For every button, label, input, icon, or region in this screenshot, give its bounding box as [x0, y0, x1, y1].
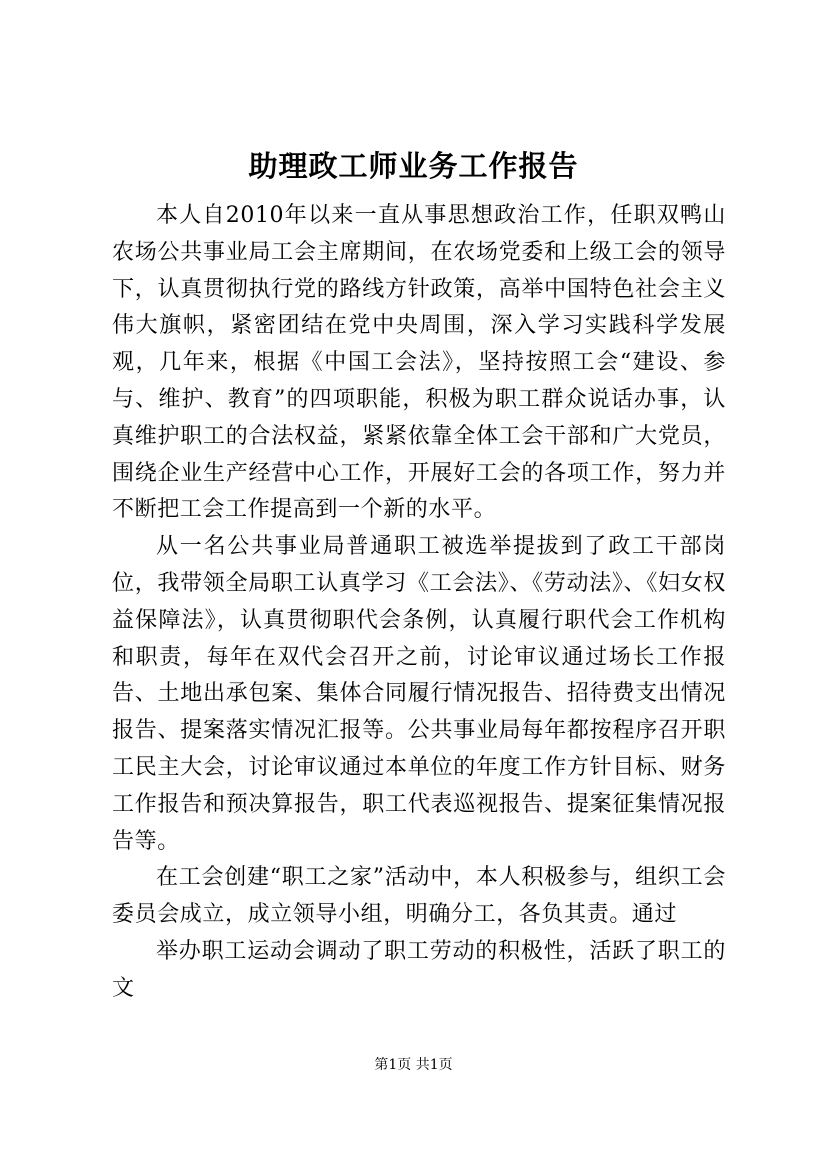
document-body — [112, 198, 726, 1008]
paragraph-1: 本人自2010年以来一直从事思想政治工作，任职双鸭山农场公共事业局工会主席期间，在农场党委和上级工会的领导下，认真贯彻执行党的路线方针政策，高举中国特色社会主义伟大旗帜，紧密团结在党中央周围，深入学习实践科学发展观，几年来，根据《中国工会法》，坚持按照工会“建设、参与、维护、教育”的四项职能，积极为职工群众说话办事，认真维护职工的合法权益，紧紧依靠全体工会干部和广大党员，围绕企业生产经营中心工作，开展好工会的各项工作，努力并不断把工会工作提高到一个新的水平。 — [112, 203, 726, 523]
document-title: 助理政工师业务工作报告 — [248, 149, 579, 183]
paragraph-4: 举办职工运动会调动了职工劳动的积极性，活跃了职工的文 — [112, 938, 726, 1001]
paragraph-3: 在工会创建“职工之家”活动中，本人积极参与，组织工会委员会成立，成立领导小组，明确分工，各负其责。通过 — [112, 865, 726, 928]
paragraph-2: 从一名公共事业局普通职工被选举提拔到了政工干部岗位，我带领全局职工认真学习《工会法》、《劳动法》、《妇女权益保障法》，认真贯彻职代会条例，认真履行职代会工作机构和职责，每年在双代会召开之前，讨论审议通过场长工作报告、土地出承包案、集体合同履行情况报告、招待费支出情况报告、提案落实情况汇报等。公共事业局每年都按程序召开职工民主大会，讨论审议通过本单位的年度工作方针目标、财务工作报告和预决算报告，职工代表巡视报告、提案征集情况报告等。 — [112, 534, 726, 854]
page-number-footer: 第1页 共1页 — [374, 1057, 453, 1073]
